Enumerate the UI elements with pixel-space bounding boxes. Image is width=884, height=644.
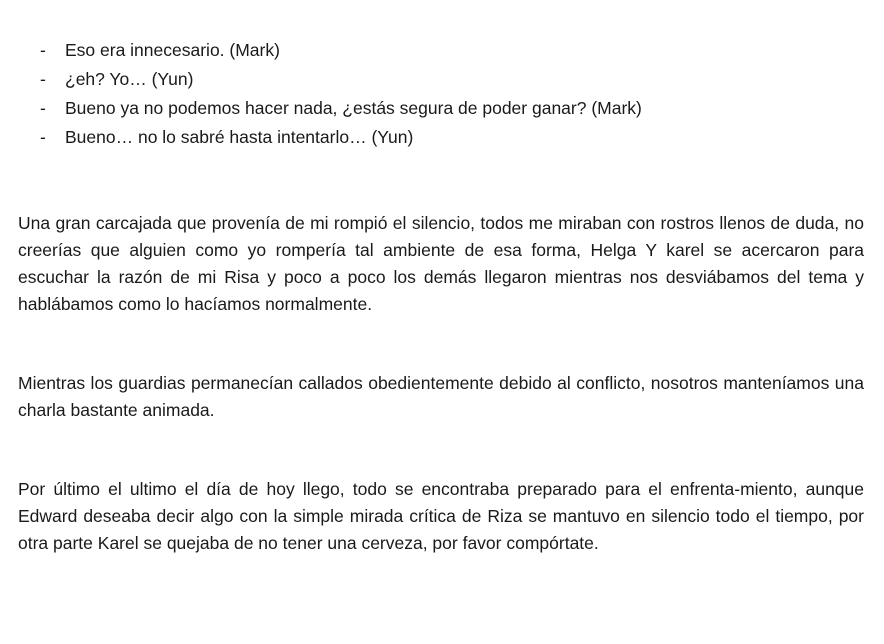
document-page <box>18 36 864 557</box>
paragraph-laughter: Una gran carcajada que provenía de mi rompió el silencio, todos me miraban con rostros llenos de duda, no creerías que alguien como yo rompería tal ambiente de esa forma, Helga Y karel se acercaron para escuchar la razón de mi Risa y poco a poco los demás llegaron mientras nos desviábamos del tema y hablábamos como lo hacíamos normalmente. <box>18 213 864 314</box>
dialogue-dash: - <box>40 69 46 89</box>
dialogue-text: Bueno ya no podemos hacer nada, ¿estás segura de poder ganar? (Mark) <box>65 98 642 118</box>
dialogue-text: Bueno… no lo sabré hasta intentarlo… (Yun) <box>65 127 414 147</box>
dialogue-dash: - <box>40 40 46 60</box>
dialogue-list <box>18 36 864 152</box>
dialogue-text: ¿eh? Yo… (Yun) <box>65 69 194 89</box>
dialogue-dash: - <box>40 127 46 147</box>
dialogue-line <box>18 36 864 65</box>
dialogue-line <box>18 123 864 152</box>
dialogue-line <box>18 94 864 123</box>
dialogue-dash: - <box>40 98 46 118</box>
dialogue-line <box>18 65 864 94</box>
dialogue-text: Eso era innecesario. (Mark) <box>65 40 280 60</box>
paragraph-guards: Mientras los guardias permanecían callados obedientemente debido al conflicto, nosotros manteníamos una charla bastante animada. <box>18 373 864 420</box>
paragraph-final-day: Por último el ultimo el día de hoy llego, todo se encontraba preparado para el enfrenta-miento, aunque Edward deseaba decir algo con la simple mirada crítica de Riza se mantuvo en silencio todo el tiempo, por otra parte Karel se quejaba de no tener una cerveza, por favor compórtate. <box>18 479 864 553</box>
